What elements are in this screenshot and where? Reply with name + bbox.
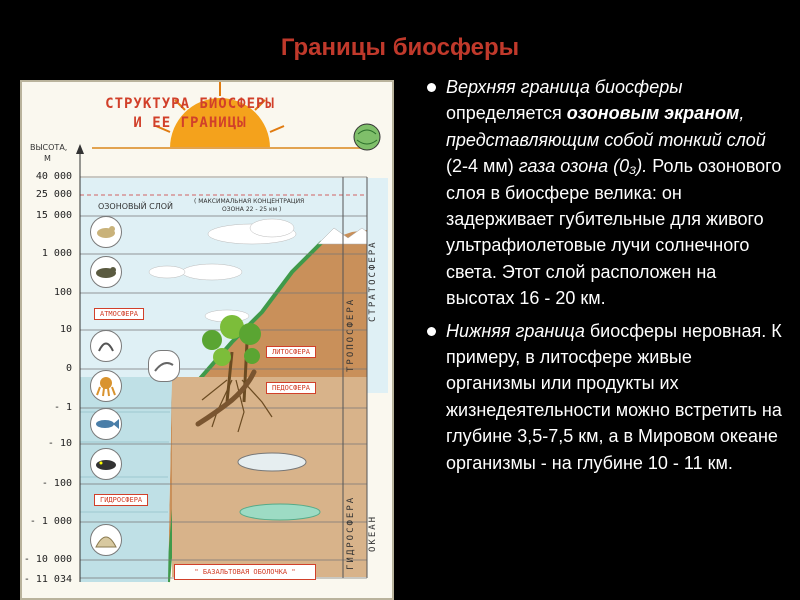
soil-layer: [172, 377, 367, 577]
eagle-icon: [90, 256, 122, 288]
atmosphere-label: АТМОСФЕРА: [94, 308, 144, 320]
altitude-label: 15 000: [35, 210, 72, 221]
altitude-label: - 11 034: [23, 574, 72, 585]
troposphere-vertical: ТРОПОСФЕРА: [346, 297, 356, 372]
altitude-label: 25 000: [35, 189, 72, 200]
altitude-label: 0: [65, 363, 72, 374]
text-segment: Роль озонового слоя в биосфере велика: он задерживает губительные для живого ультрафиолетовые лучи солнечного света. Этот слой расположен на высотах 16 - 20 км.: [446, 156, 782, 309]
altitude-label: - 10: [47, 438, 72, 449]
biosphere-poster: [20, 80, 394, 600]
altitude-label: - 1 000: [29, 516, 72, 527]
text-segment: газа озона (0₃).: [518, 156, 648, 177]
hydrosphere-label: ГИДРОСФЕРА: [94, 494, 148, 506]
rock-pocket-1: [238, 453, 306, 471]
poster-title-1: СТРУКТУРА БИОСФЕРЫ: [105, 96, 275, 112]
bullet-dot: [427, 83, 436, 92]
bullet-dot: [427, 327, 436, 336]
altitude-label: 100: [53, 287, 72, 298]
altitude-label: - 1: [53, 402, 72, 413]
shell-icon: [90, 524, 122, 556]
axis-arrow: [76, 144, 84, 154]
basalt-shell-label: " БАЗАЛЬТОВАЯ ОБОЛОЧКА ": [174, 564, 316, 580]
altitude-label: 10: [59, 324, 72, 335]
water-pocket: [240, 504, 320, 520]
deep-fish-icon: [90, 448, 122, 480]
altitude-label: - 100: [41, 478, 72, 489]
max-concentration-1: ( МАКСИМАЛЬНАЯ КОНЦЕНТРАЦИЯ: [194, 198, 305, 205]
ozone-screen-term: озоновым экраном: [566, 103, 740, 124]
microbe-icon: [148, 350, 180, 382]
altitude-label: - 10 000: [23, 554, 72, 565]
hydrosphere-vertical: ГИДРОСФЕРА: [346, 495, 356, 570]
upper-boundary-term: Верхняя граница биосферы: [446, 77, 683, 97]
text-segment: (2-4 мм): [446, 156, 519, 177]
bird-icon: [90, 216, 122, 248]
text-segment: , представляющим собой тонкий слой: [446, 103, 766, 150]
bullet-upper-boundary: [426, 74, 786, 312]
max-concentration-2: ОЗОНА 22 - 25 км ): [222, 206, 282, 213]
pedosphere-label: ПЕДОСФЕРА: [266, 382, 316, 394]
stratosphere-vertical: СТРАТОСФЕРА: [368, 240, 378, 322]
lower-boundary-term: Нижняя граница: [446, 320, 585, 341]
text-column: [426, 74, 786, 482]
text-segment: биосферы неровная. К примеру, в литосфере живые организмы или продукты их жизнедеятельности можно встретить на глубине 3,5-7,5 км, а в Мировом океане организмы - на глубине 10 - 11 км.: [446, 320, 782, 473]
slide-title: Границы биосферы: [280, 34, 520, 61]
text-segment: определяется: [446, 103, 567, 124]
altitude-label: 1 000: [41, 248, 72, 259]
height-label: ВЫСОТА, М: [30, 143, 68, 163]
altitude-label: 40 000: [35, 171, 72, 182]
octopus-icon: [90, 370, 122, 402]
poster-graphic: [22, 82, 392, 598]
ozone-layer-label: ОЗОНОВЫЙ СЛОЙ: [98, 202, 173, 211]
lithosphere-label: ЛИТОСФЕРА: [266, 346, 316, 358]
fish-icon: [90, 408, 122, 440]
globe-icon: [352, 122, 382, 152]
poster-title-2: И ЕЕ ГРАНИЦЫ: [133, 115, 247, 131]
ocean-vertical: ОКЕАН: [368, 514, 378, 552]
bullet-lower-boundary: [426, 318, 786, 476]
spore-icon: [90, 330, 122, 362]
